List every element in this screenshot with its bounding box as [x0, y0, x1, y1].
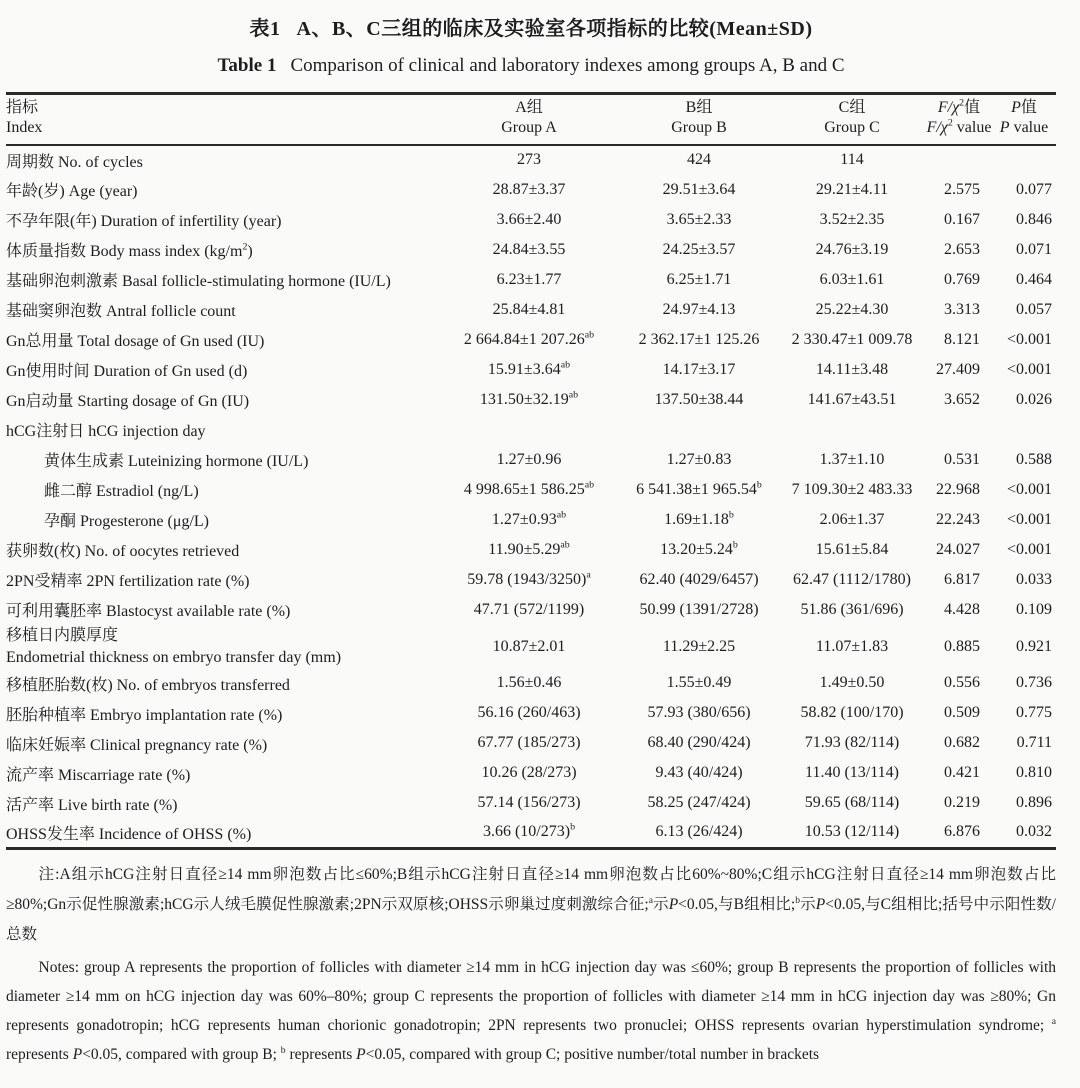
row-label: 2PN受精率 2PN fertilization rate (%) [6, 573, 250, 591]
value-cell: 3.313 [944, 300, 980, 318]
value-cell: 15.91±3.64$^{ab}$ [487, 359, 571, 378]
row-label: 不孕年限(年) Duration of infertility (year) [6, 213, 282, 231]
value-cell: 0.531 [944, 450, 980, 468]
value-cell: 24.027 [936, 540, 980, 558]
table-row [6, 505, 1056, 535]
table-row [6, 235, 1056, 265]
table-row [6, 475, 1056, 505]
table-row [6, 565, 1056, 595]
value-cell: <0.001 [1006, 510, 1052, 528]
row-label: OHSS发生率 Incidence of OHSS (%) [6, 825, 252, 843]
value-cell: 28.87±3.37 [492, 180, 566, 198]
table-row [6, 325, 1056, 355]
row-label: 年龄(岁) Age (year) [6, 183, 138, 201]
table-title-zh-text: A、B、C三组的临床及实验室各项指标的比较(Mean±SD) [296, 18, 813, 40]
header-row [6, 94, 1056, 145]
row-label: 基础窦卵泡数 Antral follicle count [6, 303, 236, 321]
value-cell: 51.86 (361/696) [800, 600, 904, 618]
value-cell: 0.077 [1016, 180, 1052, 198]
value-cell: 0.896 [1016, 794, 1052, 812]
row-label: Gn使用时间 Duration of Gn used (d) [6, 363, 248, 381]
table-title-zh-label: 表1 [249, 18, 281, 40]
value-cell: 13.20±5.24$^b$ [660, 539, 738, 558]
value-cell: <0.001 [1006, 330, 1052, 348]
value-cell: 0.885 [944, 637, 980, 655]
value-cell [992, 415, 1056, 445]
value-cell: 141.67±43.51 [807, 390, 897, 408]
value-cell: 71.93 (82/114) [804, 734, 900, 752]
value-cell: 2.06±1.37 [819, 510, 885, 528]
value-cell: 2 664.84±1 207.26$^{ab}$ [463, 329, 595, 348]
value-cell: <0.001 [1006, 540, 1052, 558]
value-cell: 27.409 [936, 360, 980, 378]
row-label: 移植日内膜厚度 Endometrial thickness on embryo transfer day (mm) [6, 626, 342, 666]
row-label: 移植胚胎数(枚) No. of embryos transferred [6, 676, 290, 694]
value-cell: 50.99 (1391/2728) [639, 600, 759, 618]
value-cell: 1.37±1.10 [819, 450, 885, 468]
table-row [6, 355, 1056, 385]
value-cell: 11.07±1.83 [815, 637, 889, 655]
value-cell [620, 415, 778, 445]
value-cell: 14.17±3.17 [662, 360, 736, 378]
value-cell: 2 362.17±1 125.26 [638, 330, 760, 348]
value-cell: 4 998.65±1 586.25$^{ab}$ [463, 479, 595, 498]
value-cell: 6.23±1.77 [496, 270, 562, 288]
table-row [6, 595, 1056, 625]
value-cell: 0.556 [944, 674, 980, 692]
table-row [6, 668, 1056, 698]
header-p-value: P值 P value [992, 94, 1056, 145]
value-cell: 8.121 [944, 330, 980, 348]
header-group-b: B组 Group B [620, 94, 778, 145]
note-en: Notes: group A represents the proportion of follicles with diameter ≥14 mm in hCG injection day was ≤60%; group B represents the proportion of follicles with diameter ≥14 mm on hCG injection day was 60%–80%; group C represents the proportion of follicles with diameter ≥14 mm in hCG injection day was ≥80%; Gn represents gonadotropin; hCG represents human chorionic gonadotropin; 2PN represents two pronuclei; OHSS represents ovarian hyperstimulation syndrome; $^a$ represents P<0.05, compared with group B; $^b$ represents P<0.05, compared with group C; positive number/total number in brackets [6, 958, 1056, 1063]
value-cell: 58.82 (100/170) [800, 704, 904, 722]
value-cell: 29.21±4.11 [815, 180, 889, 198]
value-cell: 1.27±0.83 [666, 450, 732, 468]
table-row [6, 758, 1056, 788]
value-cell: 22.968 [936, 480, 980, 498]
value-cell: 47.71 (572/1199) [473, 600, 585, 618]
header-index: 指标 Index [6, 94, 438, 145]
value-cell: 114 [840, 151, 864, 169]
row-label: 胚胎种植率 Embryo implantation rate (%) [6, 706, 283, 724]
value-cell: 59.78 $(1943/3250)^a$ [467, 569, 591, 588]
value-cell: 3.52±2.35 [819, 210, 885, 228]
value-cell: 3.66±2.40 [496, 210, 562, 228]
row-label: 周期数 No. of cycles [6, 153, 143, 171]
table-row [6, 535, 1056, 565]
value-cell: 424 [687, 151, 711, 169]
row-label: 孕酮 Progesterone (μg/L) [44, 513, 209, 531]
value-cell: 10.26 (28/273) [481, 764, 577, 782]
value-cell: 0.846 [1016, 210, 1052, 228]
table-row [6, 698, 1056, 728]
value-cell: 2 330.47±1 009.78 [791, 330, 913, 348]
row-label: 可利用囊胚率 Blastocyst available rate (%) [6, 603, 291, 621]
comparison-table [6, 92, 1056, 850]
row-label: 活产率 Live birth rate (%) [6, 796, 178, 814]
value-cell: 6.03±1.61 [819, 270, 885, 288]
value-cell: 6.25±1.71 [666, 270, 732, 288]
value-cell: 0.421 [944, 764, 980, 782]
value-cell: 1.49±0.50 [819, 674, 885, 692]
row-label: Gn启动量 Starting dosage of Gn (IU) [6, 393, 250, 411]
header-f-chi2: $F/\chi^2$值 $F/\chi^2$ value [926, 94, 992, 145]
value-cell: 67.77 (185/273) [477, 734, 581, 752]
table-row [6, 145, 1056, 175]
value-cell: 11.90±5.29$^{ab}$ [488, 539, 570, 558]
value-cell: 3.66 $(10/273)^b$ [482, 822, 576, 841]
value-cell: 6 541.38±1 965.54$^b$ [636, 479, 762, 498]
value-cell: 25.22±4.30 [815, 300, 889, 318]
table-row [6, 788, 1056, 818]
value-cell: 1.56±0.46 [496, 674, 562, 692]
value-cell: 2.575 [944, 180, 980, 198]
value-cell: 14.11±3.48 [815, 360, 889, 378]
value-cell: 15.61±5.84 [815, 540, 889, 558]
value-cell: 0.109 [1016, 600, 1052, 618]
value-cell: 22.243 [936, 510, 980, 528]
value-cell: 1.27±0.96 [496, 450, 562, 468]
value-cell: 3.65±2.33 [666, 210, 732, 228]
value-cell: 24.97±4.13 [662, 300, 736, 318]
table-row [6, 625, 1056, 668]
table-row [6, 265, 1056, 295]
value-cell [926, 145, 992, 175]
value-cell [438, 415, 620, 445]
table-row [6, 175, 1056, 205]
value-cell: 24.84±3.55 [492, 240, 566, 258]
value-cell: 68.40 (290/424) [647, 734, 751, 752]
value-cell: 10.53 (12/114) [804, 823, 900, 841]
value-cell: 137.50±38.44 [654, 390, 744, 408]
value-cell: 0.921 [1016, 637, 1052, 655]
value-cell: 62.47 (1112/1780) [793, 570, 911, 588]
value-cell: 4.428 [944, 600, 980, 618]
value-cell: 3.652 [944, 390, 980, 408]
value-cell: 25.84±4.81 [492, 300, 566, 318]
value-cell: 0.711 [1016, 734, 1052, 752]
value-cell: 24.25±3.57 [662, 240, 736, 258]
value-cell: 131.50±32.19$^{ab}$ [479, 389, 579, 408]
value-cell: 62.40 (4029/6457) [639, 570, 759, 588]
value-cell: 9.43 (40/424) [655, 764, 743, 782]
value-cell: 0.736 [1016, 674, 1052, 692]
value-cell: 0.810 [1016, 764, 1052, 782]
row-label: Gn总用量 Total dosage of Gn used (IU) [6, 333, 265, 351]
value-cell: 0.026 [1016, 390, 1052, 408]
table-row [6, 415, 1056, 445]
value-cell: 0.464 [1016, 270, 1052, 288]
row-label: 流产率 Miscarriage rate (%) [6, 766, 191, 784]
table-title-en-label: Table 1 [217, 55, 277, 76]
value-cell: 11.29±2.25 [662, 637, 736, 655]
value-cell: 1.69±1.18$^b$ [664, 509, 734, 528]
row-label: 雌二醇 Estradiol (ng/L) [44, 483, 199, 501]
value-cell: 0.682 [944, 734, 980, 752]
value-cell: 0.775 [1016, 704, 1052, 722]
row-label: 基础卵泡刺激素 Basal follicle-stimulating hormone (IU/L) [6, 273, 391, 291]
value-cell: 6.13 (26/424) [655, 823, 743, 841]
value-cell: 0.033 [1016, 570, 1052, 588]
value-cell: 0.769 [944, 270, 980, 288]
table-row [6, 295, 1056, 325]
value-cell: 0.071 [1016, 240, 1052, 258]
value-cell: 0.032 [1016, 823, 1052, 841]
value-cell: 10.87±2.01 [492, 637, 566, 655]
value-cell: 0.588 [1016, 450, 1052, 468]
value-cell: 59.65 (68/114) [804, 794, 900, 812]
value-cell: 11.40 (13/114) [805, 764, 899, 782]
header-group-c: C组 Group C [778, 94, 926, 145]
table-body [6, 145, 1056, 848]
table-title-zh [6, 12, 1056, 41]
value-cell [992, 145, 1056, 175]
table-row [6, 728, 1056, 758]
value-cell: 1.27±0.93$^{ab}$ [491, 509, 567, 528]
table-title-en [6, 55, 1056, 77]
value-cell: 0.219 [944, 794, 980, 812]
value-cell: 0.057 [1016, 300, 1052, 318]
value-cell: 0.509 [944, 704, 980, 722]
row-label: 获卵数(枚) No. of oocytes retrieved [6, 543, 240, 561]
value-cell [778, 415, 926, 445]
row-label: hCG注射日 hCG injection day [6, 423, 206, 441]
table-row [6, 385, 1056, 415]
table-header [6, 94, 1056, 145]
table-row [6, 818, 1056, 848]
table-row [6, 205, 1056, 235]
value-cell: <0.001 [1006, 480, 1052, 498]
value-cell: 273 [517, 151, 541, 169]
value-cell: 0.167 [944, 210, 980, 228]
value-cell: 7 109.30±2 483.33 [791, 480, 913, 498]
value-cell: 58.25 (247/424) [647, 794, 751, 812]
value-cell: 6.876 [944, 823, 980, 841]
value-cell: 2.653 [944, 240, 980, 258]
value-cell: 57.93 (380/656) [647, 704, 751, 722]
row-label: 黄体生成素 Luteinizing hormone (IU/L) [44, 453, 309, 471]
value-cell: 1.55±0.49 [666, 674, 732, 692]
value-cell: 56.16 (260/463) [477, 704, 581, 722]
row-label: 临床妊娠率 Clinical pregnancy rate (%) [6, 736, 268, 754]
note-zh: 注:A组示hCG注射日直径≥14 mm卵泡数占比≤60%;B组示hCG注射日直径≥14 mm卵泡数占比60%~80%;C组示hCG注射日直径≥14 mm卵泡数占比≥80%;Gn示促性腺激素;hCG示人绒毛膜促性腺激素;2PN示双原核;OHSS示卵巢过度刺激综合征;$^a$示P<0.05,与B组相比;$^b$示P<0.05,与C组相比;括号中示阳性数/总数 [6, 865, 1056, 943]
table-title-en-text: Comparison of clinical and laboratory indexes among groups A, B and C [290, 55, 845, 76]
value-cell: 6.817 [944, 570, 980, 588]
value-cell: 29.51±3.64 [662, 180, 736, 198]
value-cell: 57.14 (156/273) [477, 794, 581, 812]
value-cell [926, 415, 992, 445]
row-label: 体质量指数 Body mass index $(kg/m^2)$ [6, 242, 253, 261]
table-row [6, 445, 1056, 475]
header-group-a: A组 Group A [438, 94, 620, 145]
value-cell: <0.001 [1006, 360, 1052, 378]
value-cell: 24.76±3.19 [815, 240, 889, 258]
